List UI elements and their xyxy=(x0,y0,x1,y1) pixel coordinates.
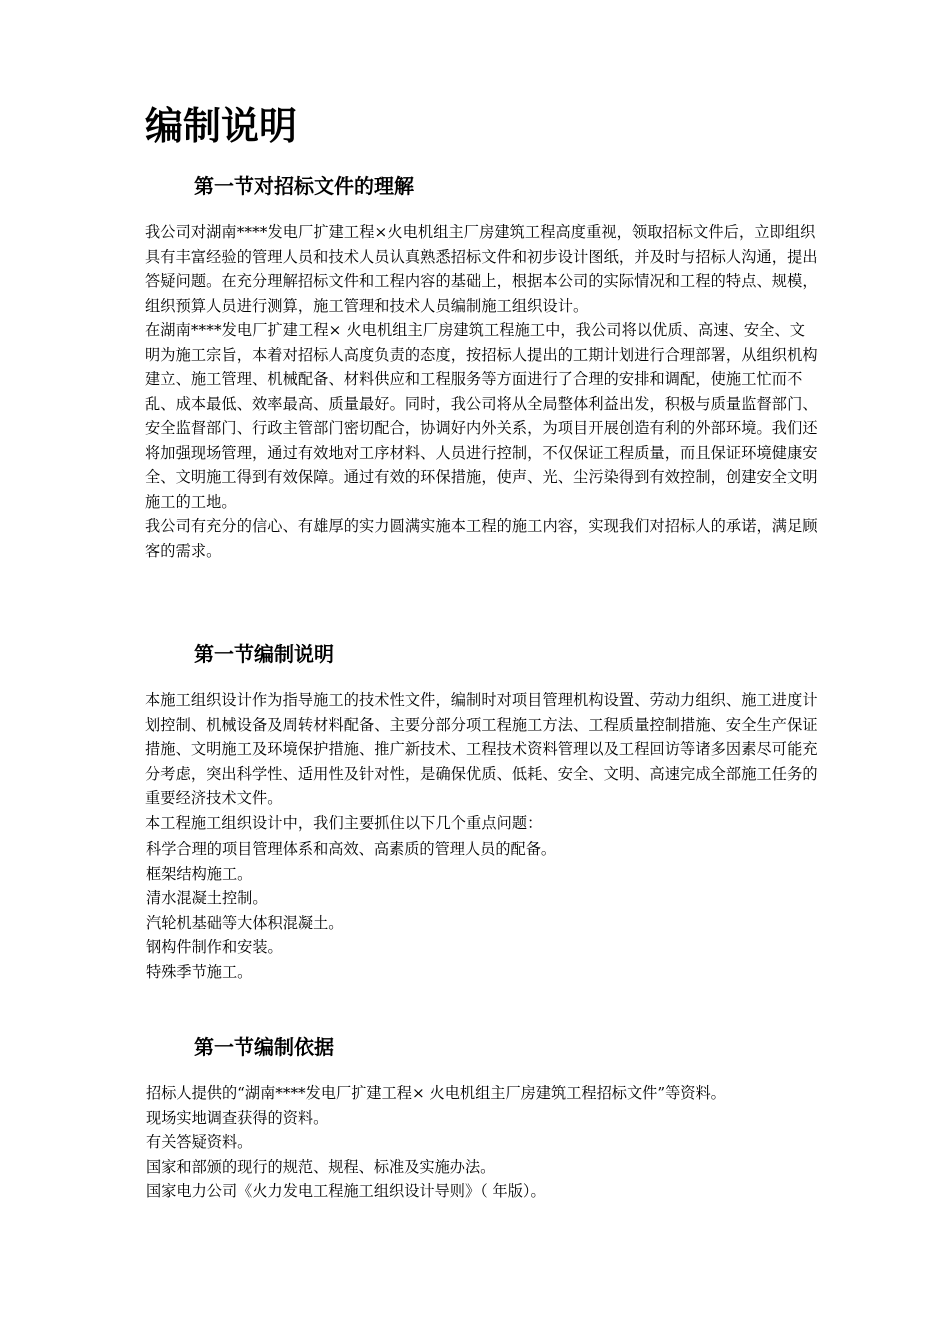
list-item: 钢构件制作和安装。 xyxy=(146,938,283,956)
list-item: 国家电力公司《火力发电工程施工组织设计导则》（ 年版）。 xyxy=(146,1182,546,1200)
list-item: 汽轮机基础等大体积混凝土。 xyxy=(146,913,344,932)
paragraph: 我公司对湖南****发电厂扩建工程×火电机组主厂房建筑工程高度重视，领取招标文件后，立即组织具有丰富经验的管理人员和技术人员认真熟悉招标文件和初步设计图纸，并及时与招标人沟通，提出答疑问题。在充分理解招标文件和工程内容的基础上，根据本公司的实际情况和工程的特点、规模，组织预算人员进行测算，施工管理和技术人员编制施工组织设计。 xyxy=(145,223,818,315)
paragraph: 本工程施工组织设计中，我们主要抓住以下几个重点问题： xyxy=(145,813,543,832)
list-item: 有关答疑资料。 xyxy=(146,1133,253,1151)
paragraph: 我公司有充分的信心、有雄厚的实力圆满实施本工程的施工内容，实现我们对招标人的承诺，满足顾客的需求。 xyxy=(145,517,818,560)
paragraph: 在湖南****发电厂扩建工程× 火电机组主厂房建筑工程施工中，我公司将以优质、高速、安全、文明为施工宗旨，本着对招标人高度负责的态度，按招标人提出的工期计划进行合理部署，从组织机构建立、施工管理、机械配备、材料供应和工程服务等方面进行了合理的安排和调配，使施工忙而不乱、成本最低、效率最高、质量最好。同时，我公司将从全局整体利益出发，积极与质量监督部门、安全监督部门、行政主管部门密切配合，协调好内外关系，为项目开展创造有利的外部环境。我们还将加强现场管理，通过有效地对工序材料、人员进行控制，不仅保证工程质量，而且保证环境健康安全、文明施工得到有效保障。通过有效的环保措施，使声、光、尘污染得到有效控制，创建安全文明施工的工地。 xyxy=(145,321,818,511)
document-title: 编制说明 xyxy=(145,104,298,148)
paragraph: 本施工组织设计作为指导施工的技术性文件，编制时对项目管理机构设置、劳动力组织、施工进度计划控制、机械设备及周转材料配备、主要分部分项工程施工方法、工程质量控制措施、安全生产保证措施、文明施工及环境保护措施、推广新技术、工程技术资料管理以及工程回访等诸多因素尽可能充分考虑，突出科学性、适用性及针对性，是确保优质、低耗、安全、文明、高速完成全部施工任务的重要经济技术文件。 xyxy=(145,691,818,807)
basis-list xyxy=(146,1081,826,1204)
list-item: 招标人提供的“湖南****发电厂扩建工程× 火电机组主厂房建筑工程招标文件”等资料。 xyxy=(146,1084,726,1102)
list-item: 清水混凝土控制。 xyxy=(146,889,268,907)
list-item: 特殊季节施工。 xyxy=(146,962,253,981)
list-item: 科学合理的项目管理体系和高效、高素质的管理人员的配备。 xyxy=(146,840,557,858)
section-description-body xyxy=(145,688,820,835)
section-understanding-body xyxy=(145,220,820,563)
key-issues-list xyxy=(146,837,826,984)
list-item: 现场实地调查获得的资料。 xyxy=(146,1108,329,1127)
section-heading-basis: 第一节编制依据 xyxy=(194,1035,334,1059)
section-heading-understanding: 第一节对招标文件的理解 xyxy=(194,174,414,198)
section-heading-description: 第一节编制说明 xyxy=(194,642,334,666)
list-item: 国家和部颁的现行的规范、规程、标准及实施办法。 xyxy=(146,1157,496,1176)
list-item: 框架结构施工。 xyxy=(146,864,253,883)
